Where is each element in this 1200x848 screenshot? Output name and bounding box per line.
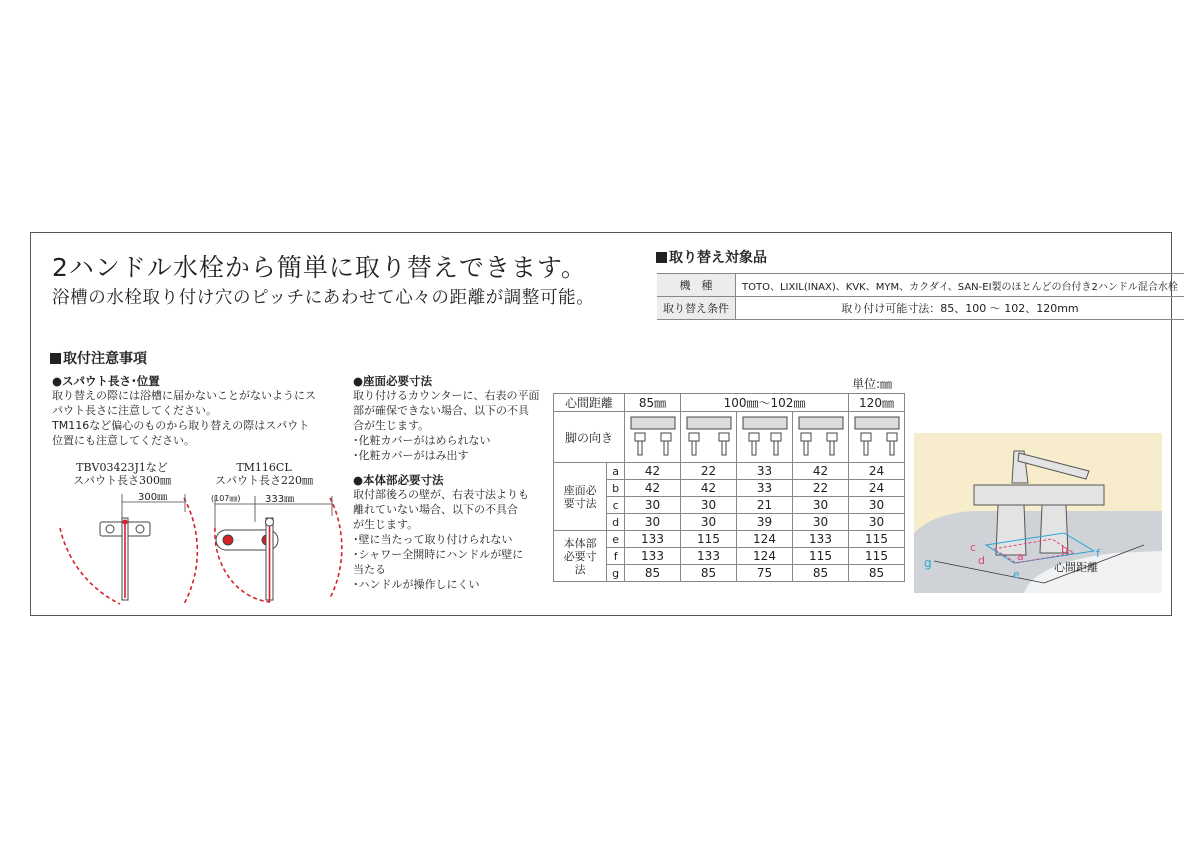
model-label: 機 種 (657, 274, 736, 297)
leg-label: 脚の向き (554, 412, 625, 463)
dim-letter-g: g (924, 556, 932, 570)
model-value: TOTO、LIXIL(INAX)、KVK、MYM、カクダイ、SAN-EI製のほとんどの台付き2ハンドル混合水栓 (736, 274, 1184, 297)
caption-line: TM116CL (236, 461, 292, 474)
body-note-title: ●本体部必要寸法 (353, 473, 444, 487)
pitch-120: 120㎜ (849, 394, 905, 412)
cell: 133 (625, 531, 681, 548)
table-row (554, 531, 905, 548)
seat-note-text (353, 388, 540, 463)
table-row (554, 497, 905, 514)
cell: 24 (849, 480, 905, 497)
cell: 85 (681, 565, 737, 582)
cell: 22 (793, 480, 849, 497)
unit-label: 単位:㎜ (852, 377, 893, 391)
left-faucet-diagram (60, 492, 197, 604)
pitch-distance-label: 心間距離 (1054, 561, 1098, 574)
left-diagram-caption (62, 461, 182, 487)
cell: 115 (849, 548, 905, 565)
dim-letter-a: a (1017, 550, 1024, 563)
table-row (554, 480, 905, 497)
caption-line: TBV03423J1など (76, 461, 168, 474)
spout-note-text (52, 388, 316, 448)
row-key: a (607, 463, 625, 480)
dim-letter-c: c (970, 541, 977, 554)
right-dim-label: 333㎜ (265, 494, 295, 505)
row-key: c (607, 497, 625, 514)
cell: 30 (849, 497, 905, 514)
notes-heading: 取付注意事項 (50, 348, 147, 368)
cell: 30 (793, 497, 849, 514)
installation-illustration (914, 433, 1162, 593)
table-row (554, 412, 905, 463)
leg-icon (625, 412, 681, 463)
replacement-table (657, 273, 1184, 320)
note-line: ･化粧カバーがはめられない (353, 434, 491, 447)
note-line: 取り替えの際には浴槽に届かないことがないようにス (52, 389, 316, 402)
left-dim-label: 300㎜ (138, 492, 168, 503)
dim-letter-d: d (978, 554, 985, 567)
spout-note-title: ●スパウト長さ･位置 (52, 374, 160, 388)
caption-line: スパウト長さ300㎜ (73, 474, 171, 487)
right-dim-small-label: (107㎜) (211, 494, 241, 503)
note-line: 取付部後ろの壁が、右表寸法よりも (353, 488, 529, 501)
caption-line: スパウト長さ220㎜ (215, 474, 313, 487)
table-row (554, 394, 905, 412)
row-key: d (607, 514, 625, 531)
note-line: ･シャワー全開時にハンドルが壁に (353, 548, 524, 561)
table-row (554, 463, 905, 480)
seat-label-text: 座面必要寸法 (563, 483, 597, 510)
note-line: 離れていない場合、以下の不具合 (353, 503, 518, 516)
row-key: e (607, 531, 625, 548)
replacement-heading: 取り替え対象品 (656, 247, 767, 267)
condition-value: 取り付け可能寸法：85、100 ～ 102、120mm (736, 297, 1184, 320)
body-label-text: 本体部必要寸法 (563, 536, 597, 576)
right-faucet-diagram (211, 494, 342, 602)
seat-label (554, 463, 607, 531)
table-row (657, 274, 1184, 297)
spout-diagrams (50, 488, 350, 608)
pitch-85: 85㎜ (625, 394, 681, 412)
cell: 33 (737, 480, 793, 497)
cell: 124 (737, 548, 793, 565)
note-line: ･ハンドルが操作しにくい (353, 578, 480, 591)
pitch-100: 100㎜～102㎜ (681, 394, 849, 412)
leg-icon (793, 412, 849, 463)
cell: 115 (849, 531, 905, 548)
note-line: ･化粧カバーがはみ出す (353, 449, 469, 462)
cell: 30 (793, 514, 849, 531)
body-label (554, 531, 607, 582)
cell: 42 (625, 480, 681, 497)
row-key: g (607, 565, 625, 582)
page-subtitle: 浴槽の水栓取り付け穴のピッチにあわせて心々の距離が調整可能。 (52, 288, 595, 308)
cell: 30 (681, 497, 737, 514)
cell: 42 (681, 480, 737, 497)
seat-note-title: ●座面必要寸法 (353, 374, 433, 388)
dim-letter-e: e (1013, 568, 1020, 581)
cell: 22 (681, 463, 737, 480)
cell: 75 (737, 565, 793, 582)
row-key: b (607, 480, 625, 497)
dimension-table (553, 393, 905, 582)
row-key: f (607, 548, 625, 565)
leg-icon (681, 412, 737, 463)
right-diagram-caption (204, 461, 324, 487)
note-line: が生じます。 (353, 518, 419, 531)
cell: 85 (849, 565, 905, 582)
dim-letter-b: b (1061, 543, 1068, 556)
note-line: 位置にも注意してください。 (52, 434, 195, 447)
dim-letter-f: f (1096, 547, 1100, 560)
cell: 115 (681, 531, 737, 548)
leg-icon (849, 412, 905, 463)
table-row (657, 297, 1184, 320)
note-line: TM116など偏心のものから取り替えの際はスパウト (52, 419, 310, 432)
cell: 133 (681, 548, 737, 565)
cell: 21 (737, 497, 793, 514)
cell: 42 (625, 463, 681, 480)
page-title: 2ハンドル水栓から簡単に取り替えできます。 (52, 253, 587, 282)
note-line: 当たる (353, 563, 386, 576)
note-line: 取り付けるカウンターに、右表の平面 (353, 389, 540, 402)
note-line: ･壁に当たって取り付けられない (353, 533, 513, 546)
note-line: パウト長さに注意してください。 (52, 404, 217, 417)
cell: 30 (625, 497, 681, 514)
table-row (554, 565, 905, 582)
cell: 124 (737, 531, 793, 548)
cell: 42 (793, 463, 849, 480)
cell: 85 (625, 565, 681, 582)
cell: 30 (625, 514, 681, 531)
cell: 30 (681, 514, 737, 531)
leg-icon (737, 412, 793, 463)
note-line: 合が生じます。 (353, 419, 430, 432)
cell: 133 (625, 548, 681, 565)
cell: 24 (849, 463, 905, 480)
cell: 33 (737, 463, 793, 480)
cell: 30 (849, 514, 905, 531)
condition-label: 取り替え条件 (657, 297, 736, 320)
cell: 39 (737, 514, 793, 531)
body-note-text (353, 487, 529, 592)
note-line: 部が確保できない場合、以下の不具 (353, 404, 529, 417)
table-row (554, 548, 905, 565)
cell: 85 (793, 565, 849, 582)
table-row (554, 514, 905, 531)
cell: 133 (793, 531, 849, 548)
pitch-label: 心間距離 (554, 394, 625, 412)
cell: 115 (793, 548, 849, 565)
